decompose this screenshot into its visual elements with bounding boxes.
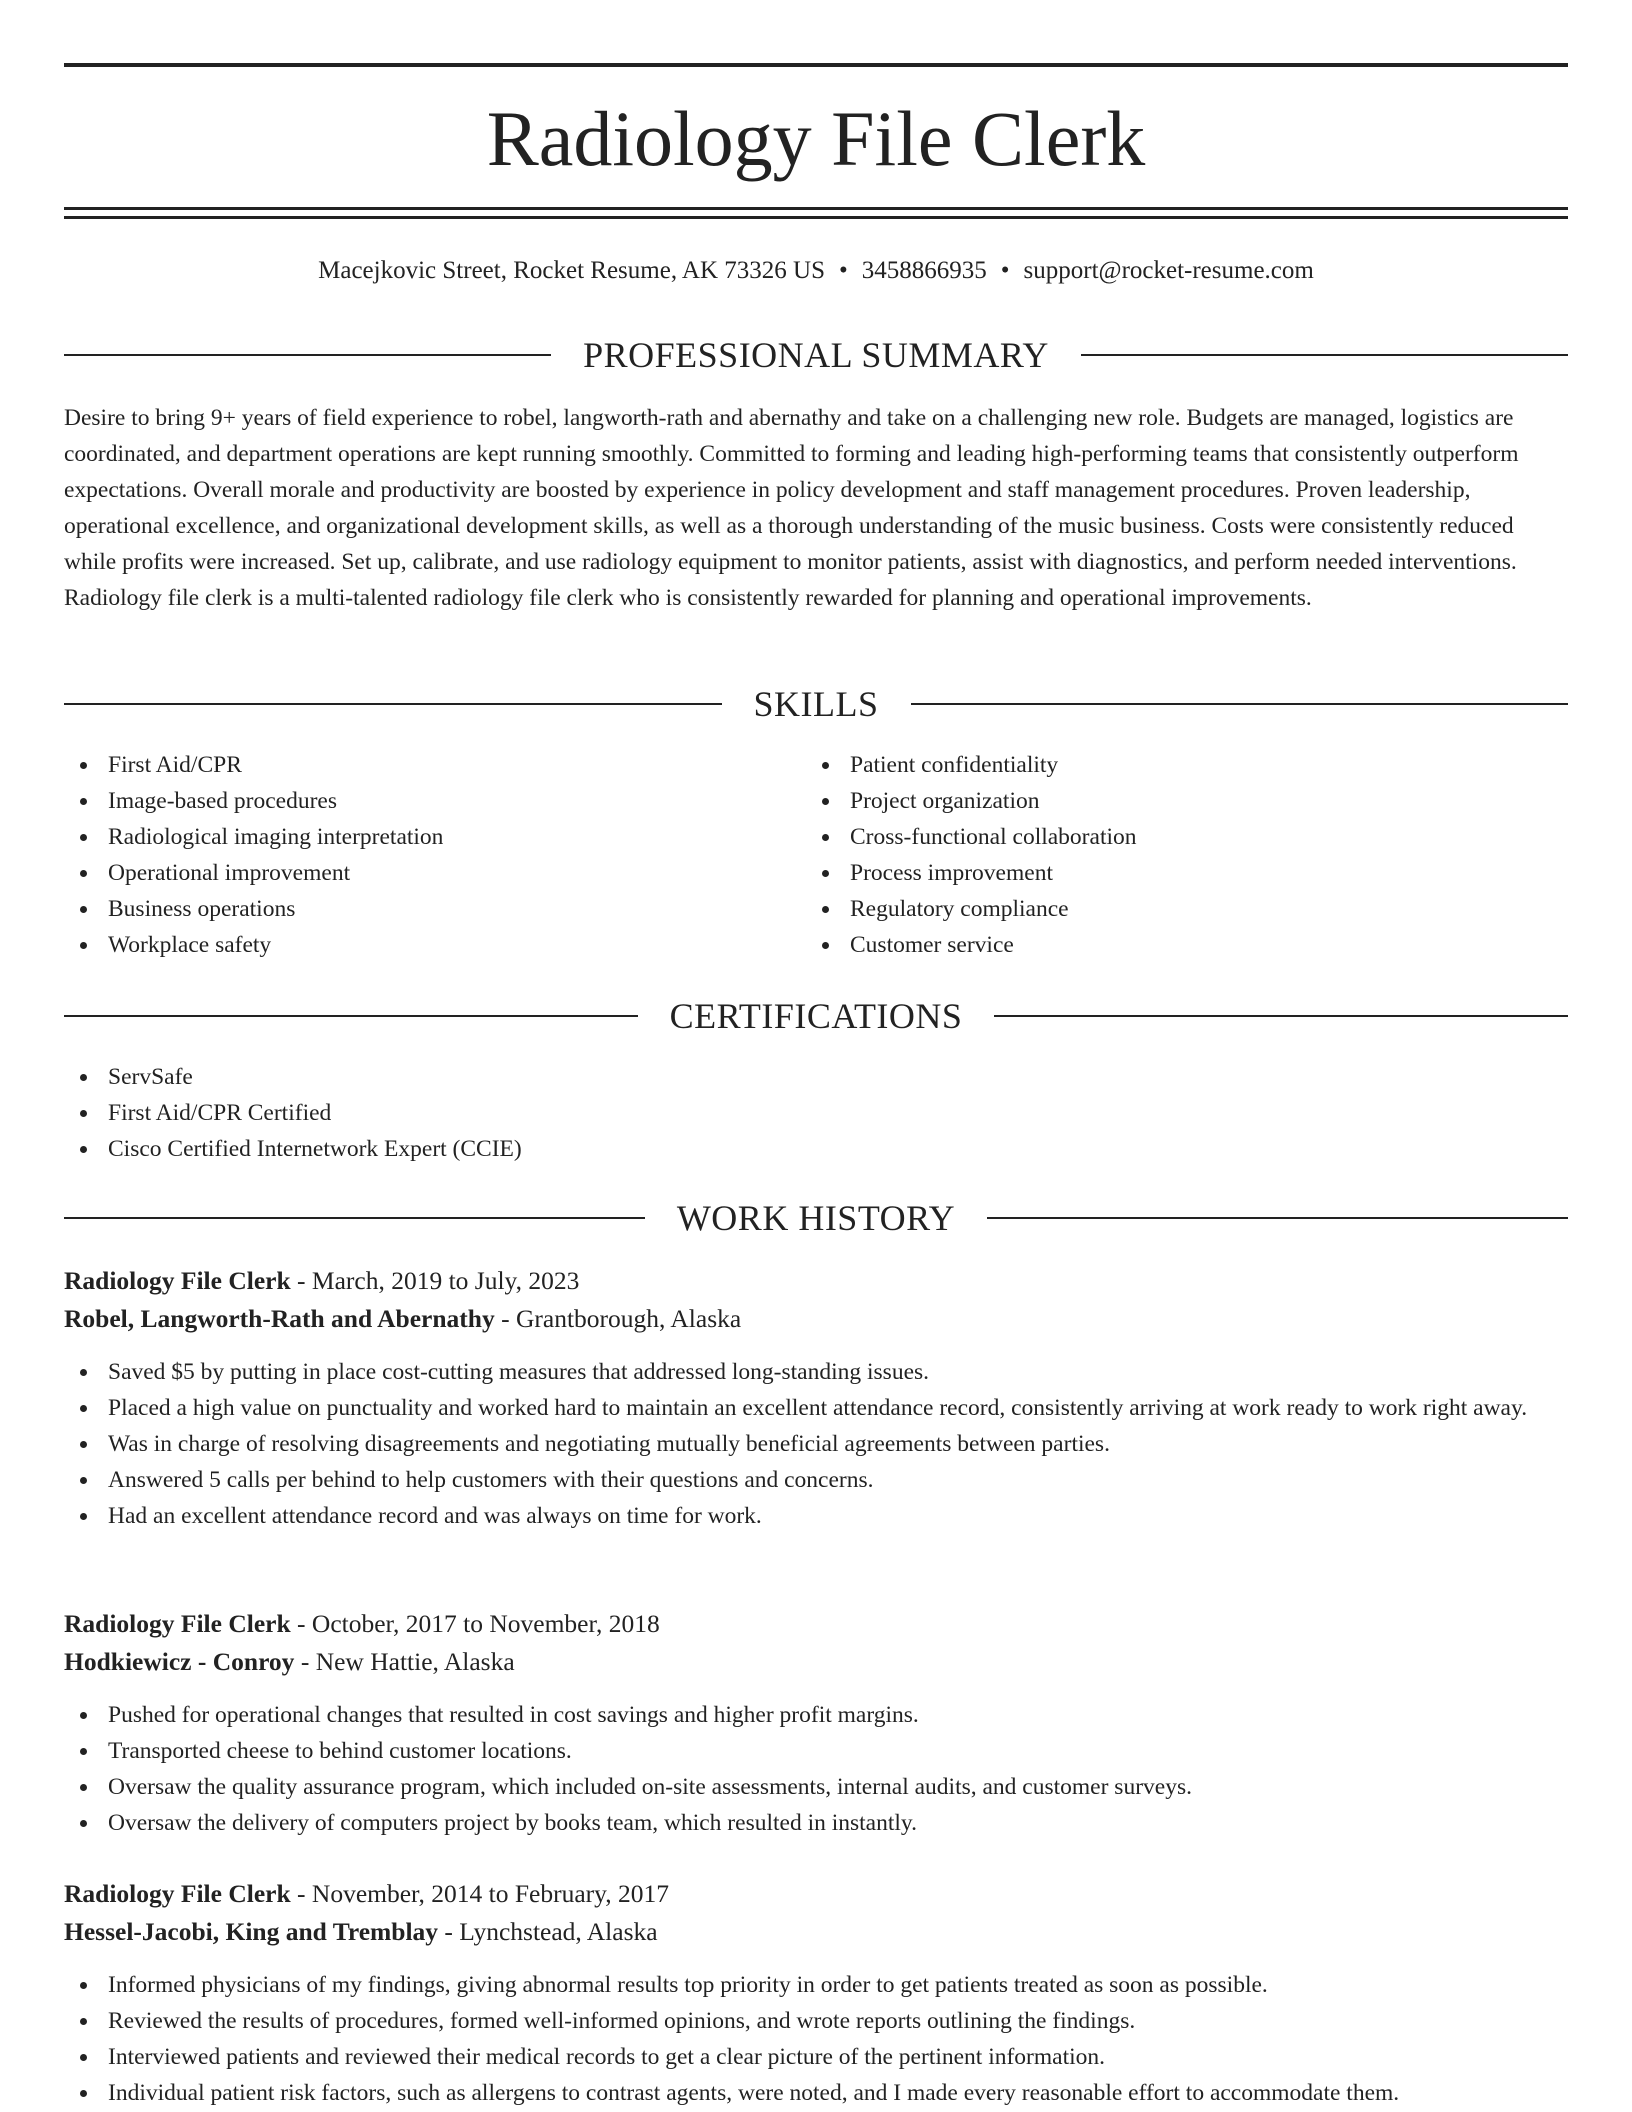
job-company-line: Robel, Langworth-Rath and Abernathy - Grantborough, Alaska	[64, 1304, 742, 1333]
list-item: Cross-functional collaboration	[806, 819, 1137, 855]
list-item: Informed physicians of my findings, giving abnormal results top priority in order to get patients treated as soon as possible.	[64, 1967, 1568, 2003]
contact-separator: •	[1000, 257, 1010, 284]
list-item: Had an excellent attendance record and was always on time for work.	[64, 1498, 1568, 1534]
list-item: Customer service	[806, 927, 1137, 963]
list-item: Project organization	[806, 783, 1137, 819]
section-title: WORK HISTORY	[676, 1198, 956, 1238]
list-item: ServSafe	[64, 1059, 522, 1095]
list-item: First Aid/CPR Certified	[64, 1095, 522, 1131]
job-entry	[64, 1875, 1568, 2111]
job-dates: November, 2014 to February, 2017	[311, 1879, 669, 1908]
list-item: Saved $5 by putting in place cost-cutting measures that addressed long-standing issues.	[64, 1354, 1568, 1390]
list-item: Individual patient risk factors, such as allergens to contrast agents, were noted, and I made every reasonable effort to accommodate them.	[64, 2075, 1568, 2111]
job-company-line: Hodkiewicz - Conroy - New Hattie, Alaska	[64, 1647, 515, 1676]
job-company-line: Hessel-Jacobi, King and Tremblay - Lynchstead, Alaska	[64, 1917, 658, 1946]
list-item: Regulatory compliance	[806, 891, 1137, 927]
list-item: Process improvement	[806, 855, 1137, 891]
job-location: Lynchstead, Alaska	[459, 1917, 658, 1946]
list-item: Image-based procedures	[64, 783, 443, 819]
list-item: Placed a high value on punctuality and worked hard to maintain an excellent attendance record, consistently arriving at work ready to work right away.	[64, 1390, 1568, 1426]
job-bullets	[64, 1697, 1568, 1841]
job-bullets	[64, 1967, 1568, 2111]
job-title-line: Radiology File Clerk - March, 2019 to July, 2023	[64, 1266, 580, 1295]
divider-line	[64, 1015, 638, 1017]
job-company: Hodkiewicz - Conroy	[64, 1647, 295, 1676]
job-title: Radiology File Clerk	[64, 1879, 291, 1908]
header-double-rule	[64, 207, 1568, 219]
job-title: Radiology File Clerk	[64, 1266, 291, 1295]
certifications-heading	[64, 996, 1568, 1036]
list-item: Oversaw the quality assurance program, which included on-site assessments, internal audits, and customer surveys.	[64, 1769, 1568, 1805]
list-item: Interviewed patients and reviewed their medical records to get a clear picture of the pertinent information.	[64, 2039, 1568, 2075]
contact-address: Macejkovic Street, Rocket Resume, AK 73326 US	[318, 257, 826, 284]
summary-text: Desire to bring 9+ years of field experience to robel, langworth-rath and abernathy and take on a challenging new role. Budgets are managed, logistics are coordinated, and department operations are kept running smoothly. Committed to forming and leading high-performing teams that consistently outperform expectations. Overall morale and productivity are boosted by experience in policy development and staff management procedures. Proven leadership, operational excellence, and organizational development skills, as well as a thorough understanding of the music business. Costs were consistently reduced while profits were increased. Set up, calibrate, and use radiology equipment to monitor patients, assist with diagnostics, and perform needed interventions. Radiology file clerk is a multi-talented radiology file clerk who is consistently rewarded for planning and operational improvements.	[64, 405, 1519, 611]
list-item: Was in charge of resolving disagreements and negotiating mutually beneficial agreements between parties.	[64, 1426, 1568, 1462]
certifications-list	[64, 1059, 522, 1167]
job-company: Hessel-Jacobi, King and Tremblay	[64, 1917, 439, 1946]
divider-line	[994, 1015, 1568, 1017]
job-company: Robel, Langworth-Rath and Abernathy	[64, 1304, 495, 1333]
contact-email: support@rocket-resume.com	[1023, 257, 1314, 284]
summary-heading	[64, 335, 1568, 375]
list-item: Operational improvement	[64, 855, 443, 891]
contact-separator: •	[839, 257, 848, 284]
contact-phone: 3458866935	[861, 257, 987, 284]
list-item: First Aid/CPR	[64, 747, 443, 783]
section-title: SKILLS	[753, 684, 879, 724]
job-location: New Hattie, Alaska	[315, 1647, 515, 1676]
list-item: Business operations	[64, 891, 443, 927]
list-item: Reviewed the results of procedures, formed well-informed opinions, and wrote reports outlining the findings.	[64, 2003, 1568, 2039]
header-top-rule	[64, 63, 1568, 67]
divider-line	[64, 354, 551, 356]
list-item: Radiological imaging interpretation	[64, 819, 443, 855]
list-item: Answered 5 calls per behind to help customers with their questions and concerns.	[64, 1462, 1568, 1498]
list-item: Transported cheese to behind customer locations.	[64, 1733, 1568, 1769]
skills-list-left	[64, 747, 443, 963]
job-title-line: Radiology File Clerk - October, 2017 to November, 2018	[64, 1609, 660, 1638]
divider-line	[1081, 354, 1568, 356]
job-dates: October, 2017 to November, 2018	[311, 1609, 660, 1638]
divider-line	[64, 703, 722, 705]
job-dates: March, 2019 to July, 2023	[311, 1266, 580, 1295]
skills-list-right	[806, 747, 1137, 963]
job-entry	[64, 1605, 1568, 1841]
job-bullets	[64, 1354, 1568, 1534]
skills-heading	[64, 684, 1568, 724]
job-entry	[64, 1262, 1568, 1534]
list-item: Cisco Certified Internetwork Expert (CCIE)	[64, 1131, 522, 1167]
resume-name: Radiology File Clerk	[486, 95, 1146, 182]
divider-line	[64, 1217, 645, 1219]
job-title: Radiology File Clerk	[64, 1609, 291, 1638]
list-item: Workplace safety	[64, 927, 443, 963]
section-title: CERTIFICATIONS	[669, 996, 963, 1036]
section-title: PROFESSIONAL SUMMARY	[583, 335, 1049, 375]
job-location: Grantborough, Alaska	[515, 1304, 742, 1333]
contact-line	[64, 254, 1568, 288]
work-history-heading	[64, 1198, 1568, 1238]
divider-line	[911, 703, 1569, 705]
list-item: Oversaw the delivery of computers project by books team, which resulted in instantly.	[64, 1805, 1568, 1841]
list-item: Patient confidentiality	[806, 747, 1137, 783]
job-title-line: Radiology File Clerk - November, 2014 to February, 2017	[64, 1879, 669, 1908]
divider-line	[987, 1217, 1568, 1219]
list-item: Pushed for operational changes that resulted in cost savings and higher profit margins.	[64, 1697, 1568, 1733]
